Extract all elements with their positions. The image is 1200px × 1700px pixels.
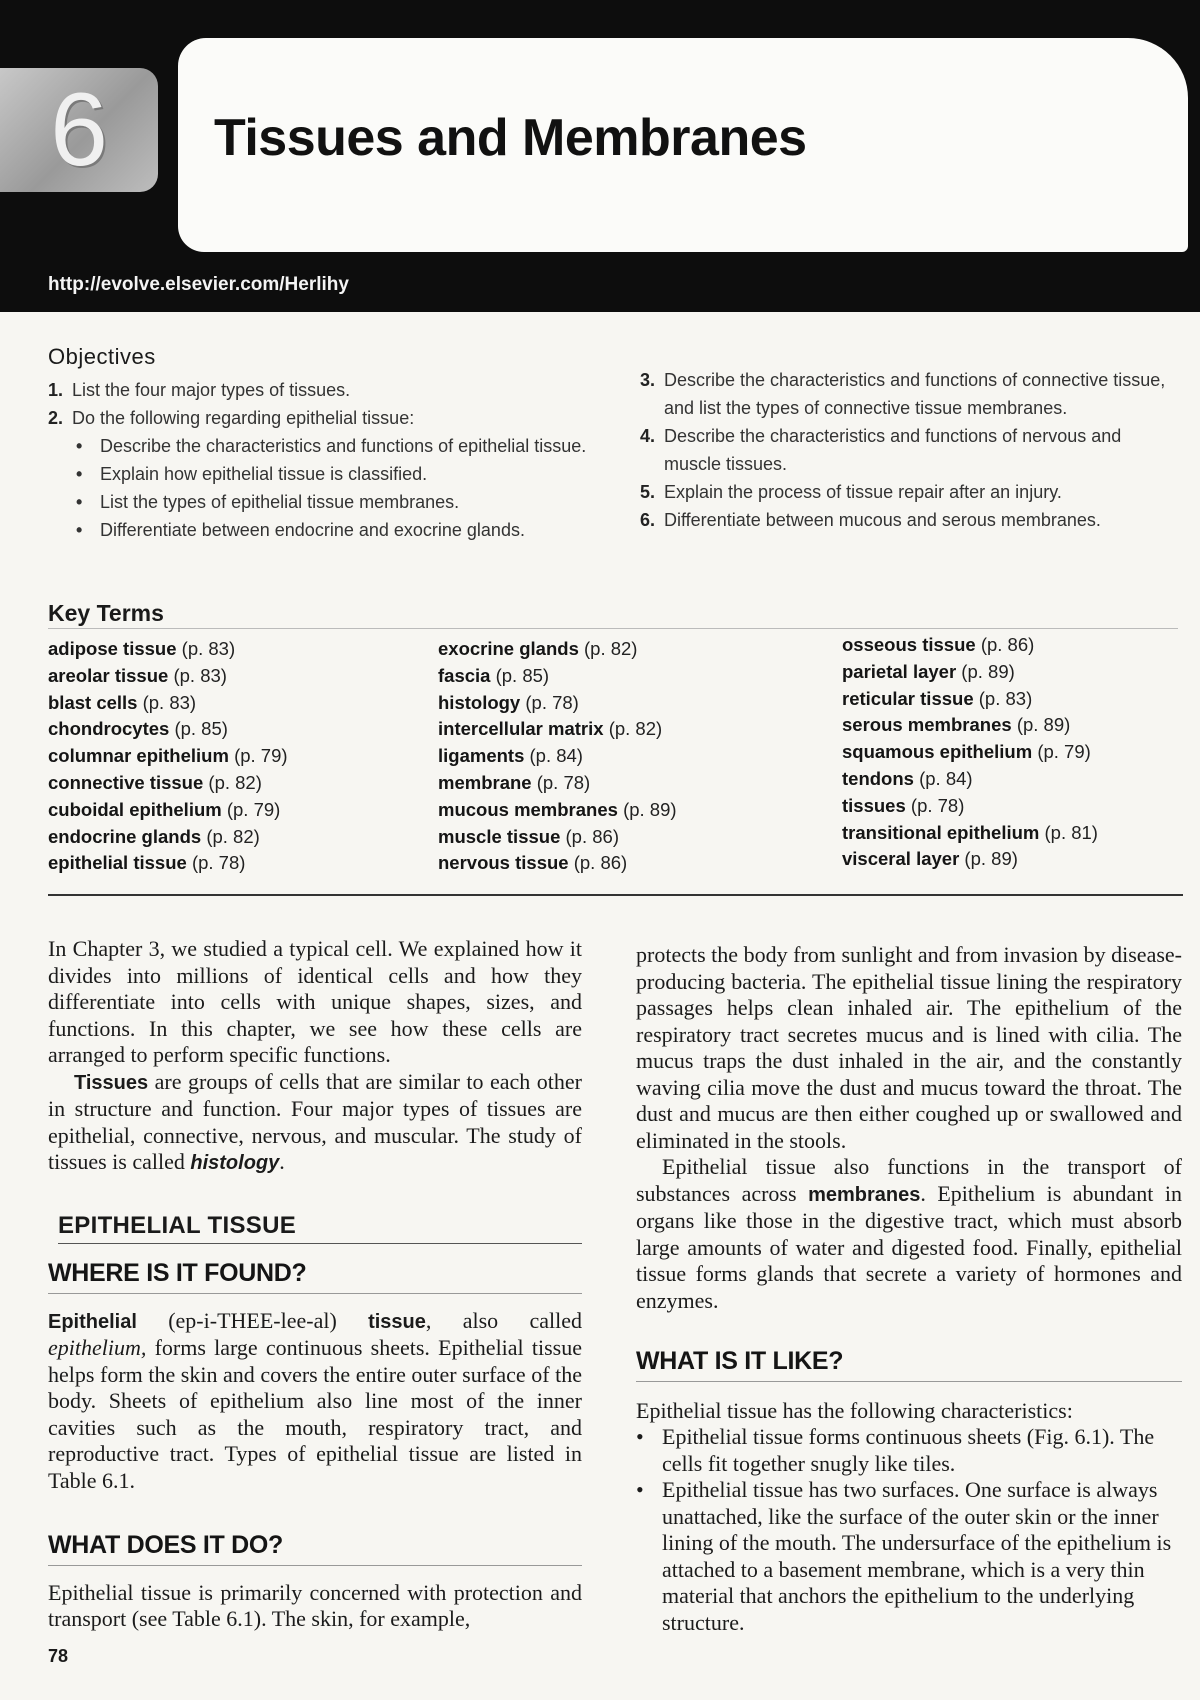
key-term	[842, 739, 1187, 766]
pronunciation: (ep-i-THEE-lee-al)	[136, 1307, 369, 1333]
evolve-url: http://evolve.elsevier.com/Herlihy	[48, 274, 349, 295]
objective-bullet	[48, 516, 593, 544]
key-term	[48, 797, 428, 824]
key-term-page: (p. 89)	[1016, 714, 1071, 736]
objective-number: 3.	[640, 370, 656, 390]
objective-item	[640, 478, 1180, 506]
where-paragraph	[48, 1308, 582, 1495]
where-text: forms large continuous sheets. Epithelial tissue helps form the skin and covers the entire outer surface of the body. Sheets of epithelium also line most of the inner cavities such as the mouth, respiratory tract, and reproductive tract. Types of epithelial tissue are listed in Table 6.1.	[48, 1335, 582, 1493]
key-term-word: chondrocytes	[48, 718, 170, 740]
objective-number: 2.	[48, 408, 64, 428]
objective-bullet-text: Describe the characteristics and functions of epithelial tissue.	[100, 436, 587, 456]
key-term	[48, 716, 428, 743]
key-term-page: (p. 79)	[226, 798, 281, 820]
key-term	[48, 824, 428, 851]
key-term-word: histology	[438, 691, 521, 713]
key-term	[438, 770, 828, 797]
key-term-page: (p. 79)	[1037, 741, 1091, 763]
intro-paragraph-1: In Chapter 3, we studied a typical cell. We explained how it divides into millions of identical cells and how they differentiate into cells with unique shapes, sizes, and functions. In this chapter, we see how these cells are arranged to perform specific functions.	[48, 936, 582, 1067]
objective-bullet	[48, 488, 593, 516]
objective-item	[640, 506, 1180, 534]
key-terms-divider	[48, 628, 1178, 629]
key-term-page: (p. 83)	[173, 664, 227, 686]
body-left-column	[48, 936, 582, 1633]
key-term-word: membrane	[438, 771, 532, 793]
objective-text: Differentiate between mucous and serous membranes.	[664, 510, 1101, 530]
key-term-word: cuboidal epithelium	[48, 798, 222, 820]
chapter-header-band	[0, 0, 1200, 312]
key-term	[438, 797, 828, 824]
key-term-page: (p. 78)	[910, 794, 965, 816]
key-term-page: (p. 85)	[174, 718, 228, 740]
key-term-page: (p. 82)	[208, 771, 262, 793]
key-term	[842, 820, 1187, 847]
key-terms-column-1	[48, 636, 428, 877]
bullet-icon: •	[636, 1477, 644, 1502]
chapter-number: 6	[50, 72, 108, 188]
objectives-heading: Objectives	[48, 344, 156, 369]
objective-sublist	[48, 432, 593, 544]
key-term-word: reticular tissue	[842, 687, 974, 709]
term-histology: histology	[190, 1152, 280, 1174]
objective-text: Describe the characteristics and functions of connective tissue, and list the types of connective tissue membranes.	[664, 370, 1166, 418]
key-term-page: (p. 82)	[206, 825, 260, 847]
key-term	[48, 636, 428, 663]
key-term-word: mucous membranes	[438, 798, 618, 820]
term-epithelium: epithelium,	[48, 1335, 147, 1360]
key-term	[438, 690, 828, 717]
what-is-it-like-heading: WHAT IS IT LIKE?	[636, 1348, 1182, 1382]
key-term-word: tissues	[842, 794, 906, 816]
key-terms-bottom-rule	[48, 894, 1183, 896]
key-term-word: intercellular matrix	[438, 718, 604, 740]
objectives-left-column	[48, 376, 593, 544]
key-term-page: (p. 79)	[234, 745, 288, 767]
chapter-title: Tissues and Membranes	[214, 109, 807, 167]
key-term-word: parietal layer	[842, 660, 957, 682]
key-term	[438, 716, 828, 743]
key-term-word: areolar tissue	[48, 664, 169, 686]
chapter-title-panel	[178, 38, 1188, 252]
chapter-number-badge	[0, 68, 158, 192]
key-term	[48, 850, 428, 877]
key-term	[48, 743, 428, 770]
key-term-page: (p. 85)	[495, 664, 550, 686]
key-terms-heading: Key Terms	[48, 600, 164, 626]
key-term	[842, 686, 1187, 713]
key-term-page: (p. 82)	[608, 718, 663, 740]
bullet-icon: •	[76, 492, 83, 512]
where-mid-text: , also called	[425, 1307, 582, 1333]
objective-item	[640, 422, 1180, 478]
bullet-icon: •	[636, 1424, 644, 1449]
key-term-word: muscle tissue	[438, 825, 561, 847]
key-term-word: osseous tissue	[842, 634, 976, 655]
key-term	[438, 636, 828, 663]
key-term-page: (p. 86)	[573, 852, 628, 874]
key-term-word: nervous tissue	[438, 852, 569, 874]
key-term-page: (p. 83)	[142, 691, 197, 713]
objective-bullet	[48, 432, 593, 460]
key-term-page: (p. 78)	[536, 771, 591, 793]
objective-text: Explain the process of tissue repair after an injury.	[664, 482, 1062, 502]
key-term-page: (p. 84)	[529, 745, 583, 767]
key-term	[48, 663, 428, 690]
characteristic-bullet	[636, 1477, 1182, 1636]
key-terms-column-3	[842, 632, 1187, 873]
transport-text-a: Epithelial tissue also functions in the transport of substances across	[636, 1154, 1182, 1206]
key-term-word: squamous epithelium	[842, 741, 1033, 763]
objective-bullet-text: Explain how epithelial tissue is classified.	[100, 464, 428, 484]
transport-text-b: . Epithelium is abundant in organs like those in the digestive tract, which must absorb large amounts of water and digested food. Finally, epithelial tissue forms glands that secrete a variety of hormones and enzymes.	[636, 1180, 1182, 1313]
key-term-word: adipose tissue	[48, 638, 177, 659]
key-term	[842, 846, 1187, 873]
key-term	[438, 663, 828, 690]
key-term	[438, 743, 828, 770]
what-does-paragraph: Epithelial tissue is primarily concerned with protection and transport (see Table 6.1). The skin, for example,	[48, 1579, 582, 1631]
characteristic-text: Epithelial tissue forms continuous sheets (Fig. 6.1). The cells fit together snugly like tiles.	[662, 1424, 1155, 1476]
key-term	[842, 793, 1187, 820]
key-term-word: columnar epithelium	[48, 745, 229, 767]
what-like-intro: Epithelial tissue has the following characteristics:	[636, 1397, 1073, 1423]
key-term-page: (p. 81)	[1044, 821, 1098, 843]
objective-item	[48, 376, 593, 404]
objective-number: 4.	[640, 426, 656, 446]
key-term	[842, 712, 1187, 739]
key-term-word: connective tissue	[48, 771, 204, 793]
bullet-icon: •	[76, 520, 83, 540]
intro-paragraph-2-end: .	[279, 1149, 285, 1174]
key-term-page: (p. 83)	[181, 638, 236, 659]
key-term-page: (p. 83)	[978, 687, 1033, 709]
key-term	[842, 659, 1187, 686]
objective-text: Do the following regarding epithelial tissue:	[72, 408, 415, 428]
key-term-word: blast cells	[48, 691, 138, 713]
intro-paragraph-2	[48, 1069, 582, 1177]
objective-bullet-text: Differentiate between endocrine and exocrine glands.	[100, 520, 525, 540]
objective-number: 5.	[640, 482, 656, 502]
key-term-word: visceral layer	[842, 848, 960, 870]
bullet-icon: •	[76, 436, 83, 456]
characteristic-bullet	[636, 1424, 1182, 1477]
term-tissues: Tissues	[74, 1071, 149, 1094]
key-term-page: (p. 78)	[525, 691, 579, 713]
key-term-word: serous membranes	[842, 714, 1012, 736]
protection-paragraph: protects the body from sunlight and from invasion by disease-producing bacteria. The epithelial tissue lining the respiratory passages helps clean inhaled air. The epithelium of the respiratory tract secretes mucus and is lined with cilia. The mucus traps the dust inhaled in the air, and the constantly waving cilia move the dust and mucus toward the throat. The dust and mucus are then either coughed up or swallowed and eliminated in the stools.	[636, 942, 1182, 1153]
objective-item	[48, 404, 593, 432]
key-term-page: (p. 89)	[964, 848, 1018, 870]
key-term-page: (p. 82)	[584, 638, 638, 659]
objective-item	[640, 366, 1180, 422]
key-term-page: (p. 86)	[980, 634, 1035, 655]
key-term	[438, 850, 828, 877]
term-tissue: tissue	[368, 1310, 426, 1333]
key-term	[842, 766, 1187, 793]
key-term-page: (p. 84)	[919, 767, 973, 789]
key-term-word: fascia	[438, 664, 491, 686]
key-term-word: transitional epithelium	[842, 821, 1040, 843]
objective-text: Describe the characteristics and functions of nervous and muscle tissues.	[664, 426, 1122, 474]
page-number: 78	[48, 1646, 69, 1666]
what-does-it-do-heading: WHAT DOES IT DO?	[48, 1532, 582, 1566]
bullet-icon: •	[76, 464, 83, 484]
body-right-column	[636, 942, 1182, 1636]
objectives-right-column	[640, 366, 1180, 534]
characteristic-text: Epithelial tissue has two surfaces. One surface is always unattached, like the surface of the outer skin or the inner lining of the mouth. The undersurface of the epithelium is attached to a basement membrane, which is a very thin material that anchors the epithelium to the underlying structure.	[662, 1477, 1172, 1635]
where-is-it-found-heading: WHERE IS IT FOUND?	[48, 1260, 582, 1294]
key-term-page: (p. 89)	[623, 798, 677, 820]
objective-number: 1.	[48, 380, 64, 400]
key-term-word: exocrine glands	[438, 638, 579, 659]
key-term-word: tendons	[842, 767, 914, 789]
objective-text: List the four major types of tissues.	[72, 380, 351, 400]
objective-bullet-text: List the types of epithelial tissue membranes.	[100, 492, 460, 512]
term-epithelial: Epithelial	[48, 1310, 137, 1333]
key-term	[842, 632, 1187, 659]
key-term-page: (p. 78)	[191, 852, 246, 874]
term-membranes: membranes	[808, 1183, 921, 1206]
key-term-word: endocrine glands	[48, 825, 202, 847]
key-term-word: ligaments	[438, 745, 525, 767]
key-term	[48, 770, 428, 797]
intro-paragraph-2-text: are groups of cells that are similar to each other in structure and function. Four major types of tissues are epithelial, connective, nervous, and muscular. The study of tissues is called	[48, 1068, 582, 1174]
epithelial-tissue-heading: EPITHELIAL TISSUE	[58, 1213, 582, 1245]
key-term-page: (p. 86)	[565, 825, 619, 847]
key-term-page: (p. 89)	[961, 660, 1015, 682]
key-terms-column-2	[438, 636, 828, 877]
key-term	[438, 824, 828, 851]
key-term	[48, 690, 428, 717]
transport-paragraph	[636, 1154, 1182, 1314]
key-term-word: epithelial tissue	[48, 852, 187, 874]
objective-number: 6.	[640, 510, 656, 530]
objective-bullet	[48, 460, 593, 488]
